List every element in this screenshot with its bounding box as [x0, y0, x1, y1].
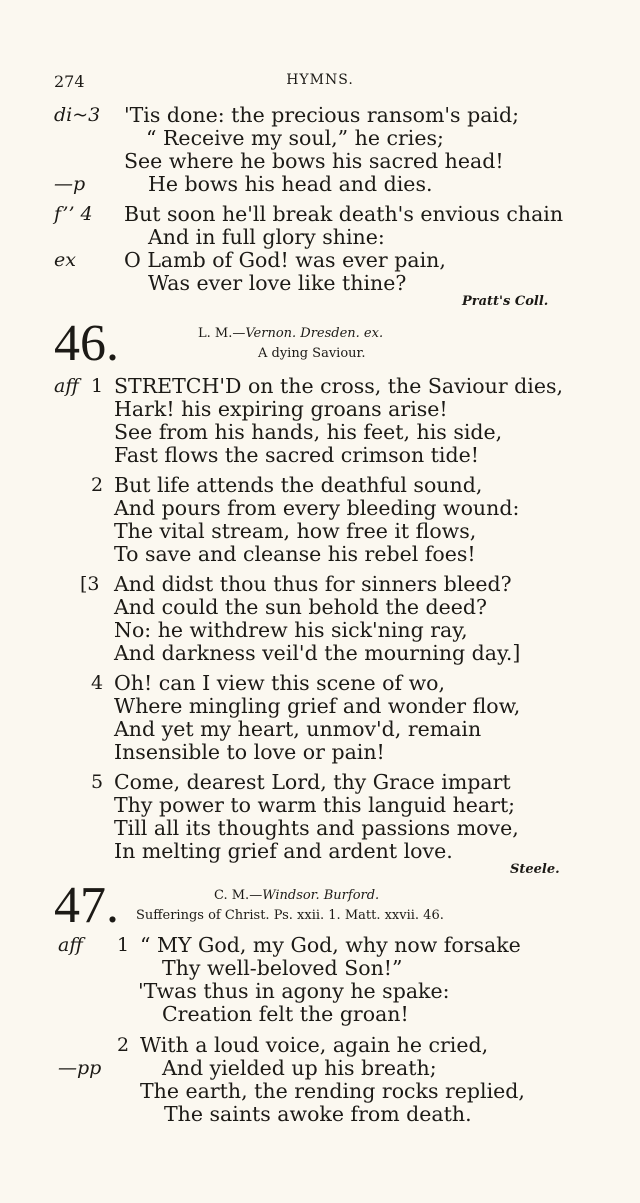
verse-line: The saints awoke from death. — [164, 1102, 472, 1126]
verse-line: O Lamb of God! was ever pain, — [124, 248, 446, 272]
verse-line: No: he withdrew his sick'ning ray, — [114, 618, 468, 642]
verse-number: 2 — [117, 1034, 130, 1056]
verse-line: Fast flows the sacred crimson tide! — [114, 443, 479, 467]
tune-line — [214, 888, 379, 903]
verse-line: “ Receive my soul,” he cries; — [146, 126, 444, 150]
verse-line: Till all its thoughts and passions move, — [114, 816, 519, 840]
verse-line: The vital stream, how free it flows, — [114, 519, 477, 543]
verse-line: Thy well-beloved Son!” — [162, 956, 403, 980]
verse-number: 4 — [91, 672, 104, 694]
verse-number: 1 — [91, 375, 104, 397]
tune-names: Windsor. Burford. — [262, 888, 380, 903]
tune-line — [198, 326, 383, 341]
dynamic-mark: aff — [54, 375, 79, 397]
verse-line: See from his hands, his feet, his side, — [114, 420, 503, 444]
verse-line: 'Tis done: the precious ransom's paid; — [124, 103, 520, 127]
verse-line: “ MY God, my God, why now forsake — [140, 933, 521, 957]
hymn-number: 47. — [54, 877, 119, 934]
page-number: 274 — [54, 72, 85, 91]
dynamic-mark: ex — [54, 249, 76, 271]
attribution: Steele. — [510, 862, 560, 877]
verse-line: 'Twas thus in agony he spake: — [138, 979, 450, 1003]
verse-line: To save and cleanse his rebel foes! — [114, 542, 476, 566]
verse-number: 5 — [91, 771, 104, 793]
verse-line: Where mingling grief and wonder flow, — [114, 694, 521, 718]
meter: L. M.— — [198, 326, 246, 341]
verse-line: See where he bows his sacred head! — [124, 149, 504, 173]
verse-line: Was ever love like thine? — [148, 271, 407, 295]
verse-line: And pours from every bleeding wound: — [114, 496, 520, 520]
running-head: HYMNS. — [286, 72, 354, 88]
verse-line: And could the sun behold the deed? — [114, 595, 487, 619]
verse-line: He bows his head and dies. — [148, 172, 433, 196]
verse-line: Come, dearest Lord, thy Grace impart — [114, 770, 511, 794]
verse-line: Thy power to warm this languid heart; — [114, 793, 516, 817]
verse-line: Hark! his expiring groans arise! — [114, 397, 448, 421]
dynamic-mark: aff — [58, 934, 83, 956]
verse-line: STRETCH'D on the cross, the Saviour dies, — [114, 374, 563, 398]
hymn-subtitle: A dying Saviour. — [258, 346, 366, 361]
dynamic-mark: —pp — [58, 1057, 102, 1079]
verse-number: 1 — [117, 934, 130, 956]
verse-line: But life attends the deathful sound, — [114, 473, 483, 497]
verse-line: In melting grief and ardent love. — [114, 839, 453, 863]
dynamic-mark: f’’ 4 — [54, 203, 93, 225]
verse-line: And in full glory shine: — [148, 225, 385, 249]
verse-number: 2 — [91, 474, 104, 496]
verse-line: Oh! can I view this scene of wo, — [114, 671, 446, 695]
verse-line: The earth, the rending rocks replied, — [140, 1079, 525, 1103]
verse-line: And didst thou thus for sinners bleed? — [114, 572, 512, 596]
verse-line: And darkness veil'd the mourning day.] — [114, 641, 521, 665]
verse-line: And yielded up his breath; — [162, 1056, 437, 1080]
dynamic-mark: —p — [54, 173, 86, 195]
verse-line: But soon he'll break death's envious chain — [124, 202, 564, 226]
attribution: Pratt's Coll. — [462, 294, 549, 309]
meter: C. M.— — [214, 888, 263, 903]
dynamic-mark: di~3 — [54, 104, 101, 126]
verse-line: Creation felt the groan! — [162, 1002, 409, 1026]
verse-line: And yet my heart, unmov'd, remain — [114, 717, 482, 741]
verse-line: Insensible to love or pain! — [114, 740, 385, 764]
hymn-subtitle: Sufferings of Christ. Ps. xxii. 1. Matt. xxvii. 46. — [136, 908, 444, 923]
verse-number: [3 — [80, 573, 100, 595]
hymn-number: 46. — [54, 315, 119, 372]
verse-line: With a loud voice, again he cried, — [140, 1033, 489, 1057]
tune-names: Vernon. Dresden. ex. — [245, 326, 384, 341]
